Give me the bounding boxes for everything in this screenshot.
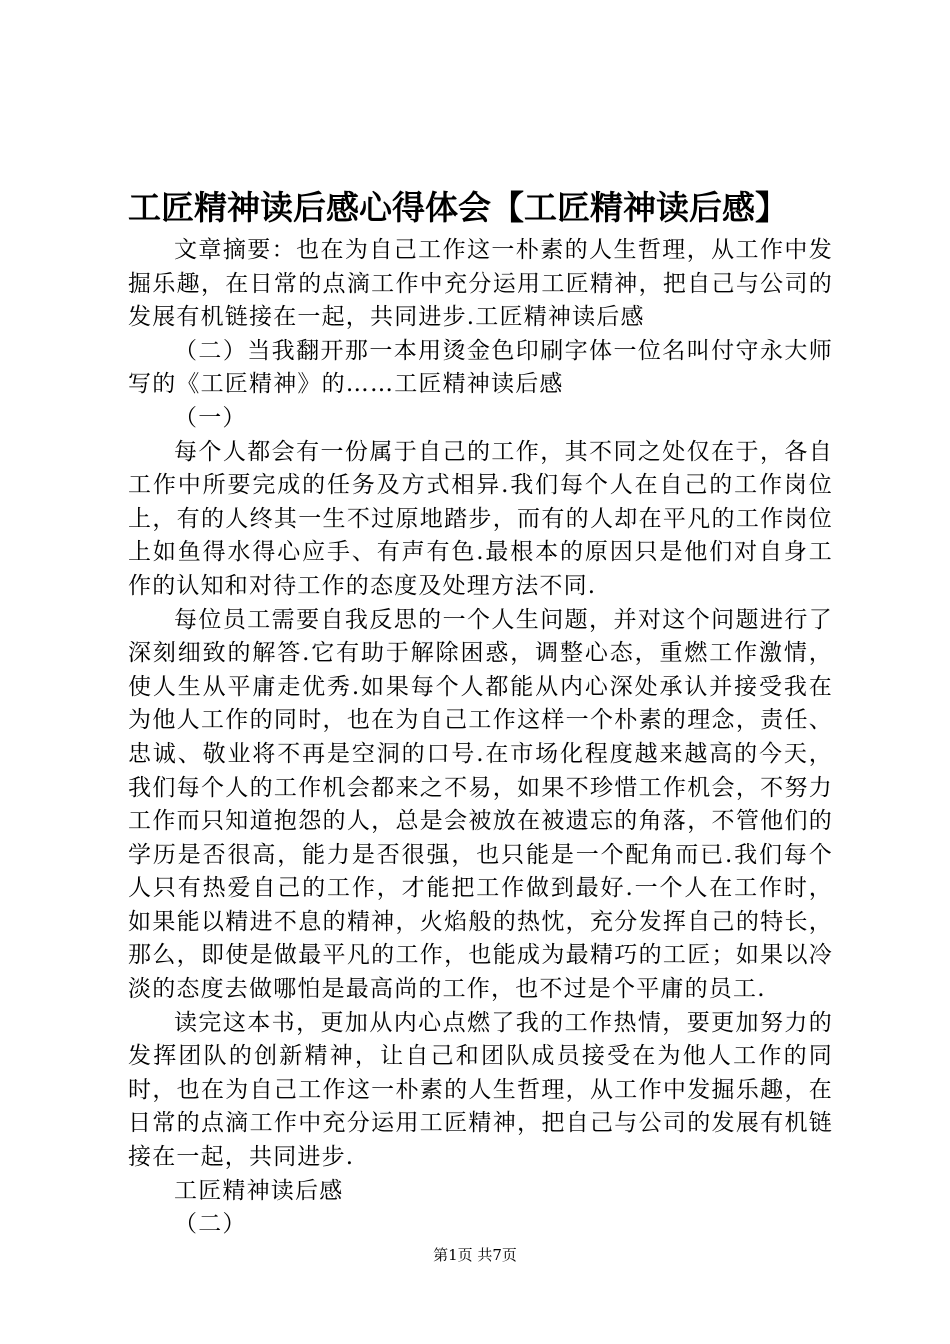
section-heading-two: （二） [174, 1211, 247, 1238]
section-title: 工匠精神读后感 [174, 1177, 344, 1204]
paragraph-body: 每个人都会有一份属于自己的工作，其不同之处仅在于，各自工作中所要完成的任务及方式相异.我们每个人在自己的工作岗位上，有的人终其一生不过原地踏步，而有的人却在平凡的工作岗位上如鱼得水得心应手、有声有色.最根本的原因只是他们对自身工作的认知和对待工作的态度及处理方法不同. [128, 438, 833, 599]
paragraph-body: 读完这本书，更加从内心点燃了我的工作热情，要更加努力的发挥团队的创新精神，让自己和团队成员接受在为他人工作的同时，也在为自己工作这一朴素的人生哲理，从工作中发掘乐趣，在日常的点滴工作中充分运用工匠精神，把自己与公司的发展有机链接在一起，共同进步. [128, 1009, 833, 1171]
paragraph-summary: 文章摘要：也在为自己工作这一朴素的人生哲理，从工作中发掘乐趣，在日常的点滴工作中充分运用工匠精神，把自己与公司的发展有机链接在一起，共同进步.工匠精神读后感 [128, 237, 833, 331]
document-body [128, 234, 833, 1242]
paragraph-body: 每位员工需要自我反思的一个人生问题，并对这个问题进行了深刻细致的解答.它有助于解除困惑，调整心态，重燃工作激情，使人生从平庸走优秀.如果每个人都能从内心深处承认并接受我在为他人工作的同时，也在为自己工作这样一个朴素的理念，责任、忠诚、敬业将不再是空洞的口号.在市场化程度越来越高的今天，我们每个人的工作机会都来之不易，如果不珍惜工作机会，不努力工作而只知道抱怨的人，总是会被放在被遗忘的角落，不管他们的学历是否很高，能力是否很强，也只能是一个配角而已.我们每个人只有热爱自己的工作，才能把工作做到最好.一个人在工作时，如果能以精进不息的精神，火焰般的热忱，充分发挥自己的特长，那么，即使是做最平凡的工作，也能成为最精巧的工匠；如果以冷淡的态度去做哪怕是最高尚的工作，也不过是个平庸的员工. [128, 606, 833, 1003]
page-footer: 第1页 共7页 [433, 1246, 517, 1264]
section-heading-one: （一） [174, 404, 247, 431]
document-title: 工匠精神读后感心得体会【工匠精神读后感】 [128, 188, 788, 227]
paragraph-intro: （二）当我翻开那一本用烫金色印刷字体一位名叫付守永大师写的《工匠精神》的……工匠精神读后感 [128, 337, 833, 398]
